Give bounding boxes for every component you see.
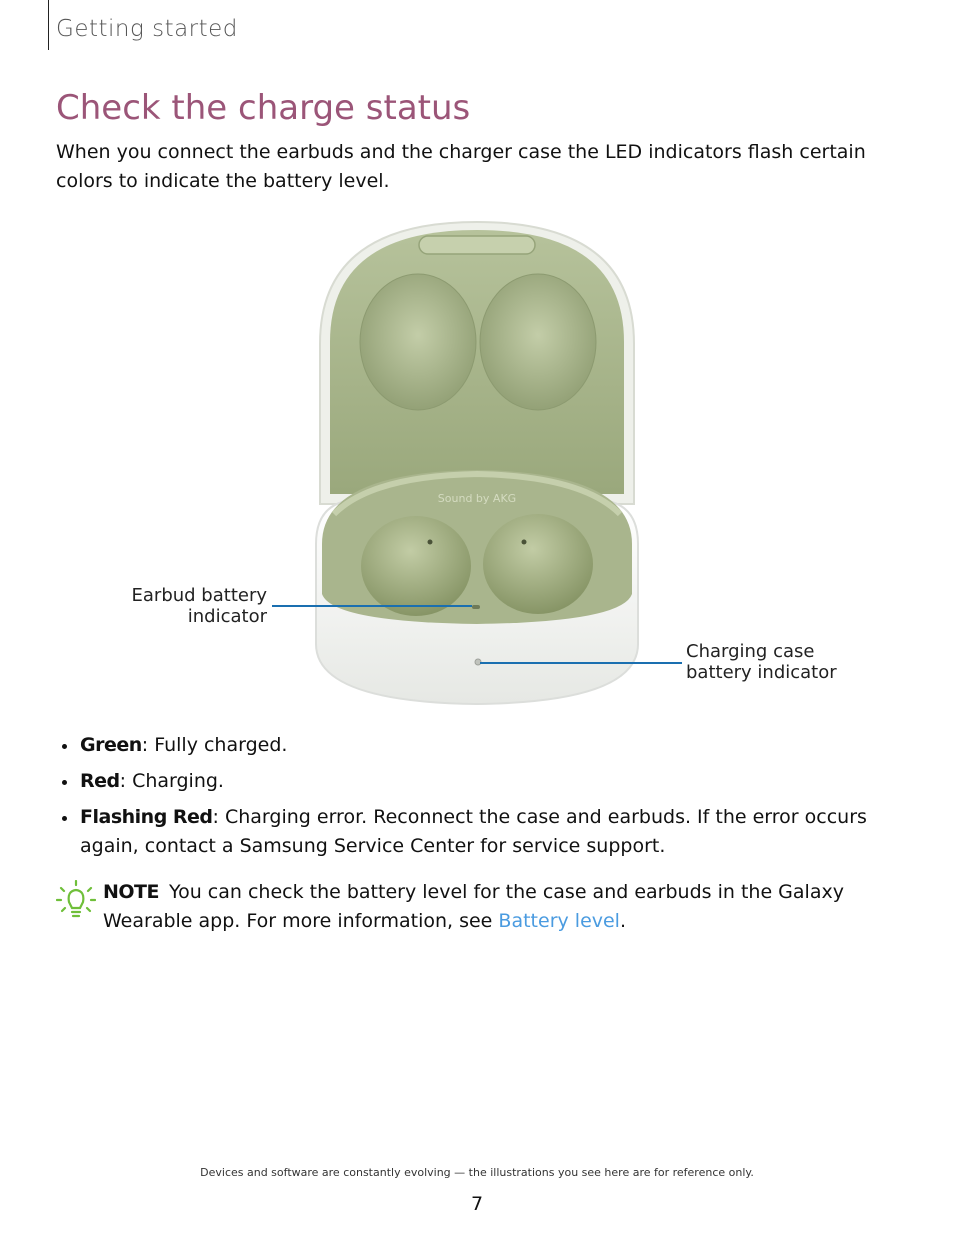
footer-disclaimer: Devices and software are constantly evolving — the illustrations you see here are for reference only. xyxy=(200,1166,754,1179)
earbud-left-mic xyxy=(428,540,433,545)
status-list xyxy=(62,731,902,868)
bullet-icon xyxy=(62,780,67,785)
page-number: 7 xyxy=(470,1193,484,1215)
earbud-left xyxy=(361,516,471,616)
list-item xyxy=(62,731,902,760)
case-brand-logo: Sound by AKG xyxy=(437,492,517,505)
earbud-led xyxy=(472,605,480,609)
callout-label: battery indicator xyxy=(686,662,837,683)
earbud-right-mic xyxy=(522,540,527,545)
section-divider xyxy=(48,0,49,50)
callout-label: Earbud battery xyxy=(131,585,267,606)
lightbulb-icon xyxy=(56,880,96,922)
note-text xyxy=(103,878,923,936)
earbud-callout-line xyxy=(272,605,472,607)
earbud-right xyxy=(483,514,593,614)
battery-level-link[interactable]: Battery level xyxy=(498,910,620,932)
bullet-icon xyxy=(62,816,67,821)
earbud-indicator-callout xyxy=(100,585,267,627)
case-lid-slot xyxy=(419,236,535,254)
earbuds-case-illustration xyxy=(312,214,642,706)
case-indicator-callout xyxy=(686,641,886,683)
intro-paragraph: When you connect the earbuds and the charger case the LED indicators flash certain colors to indicate the battery level. xyxy=(56,141,866,192)
status-term: Flashing Red xyxy=(80,806,213,828)
list-item xyxy=(62,803,902,861)
page-title: Check the charge status xyxy=(56,88,471,128)
status-desc: : Charging error. Reconnect the case and earbuds. If the error occurs again, contact a Samsung Service Center for service support. xyxy=(80,806,867,857)
note-end: . xyxy=(619,910,627,932)
list-item xyxy=(62,767,902,796)
note-body: You can check the battery level for the case and earbuds in the Galaxy Wearable app. For more information, see xyxy=(103,881,844,932)
status-term: Green xyxy=(80,734,142,756)
status-desc: : Fully charged. xyxy=(141,734,288,756)
lid-cup-right xyxy=(480,274,596,410)
status-desc: : Charging. xyxy=(119,770,224,792)
note-label: NOTE xyxy=(103,881,159,903)
case-callout-line xyxy=(480,662,682,664)
section-label: Getting started xyxy=(56,16,238,42)
callout-label: indicator xyxy=(187,606,267,627)
bullet-icon xyxy=(62,744,67,749)
status-term: Red xyxy=(80,770,120,792)
lid-cup-left xyxy=(360,274,476,410)
callout-label: Charging case xyxy=(686,641,815,662)
